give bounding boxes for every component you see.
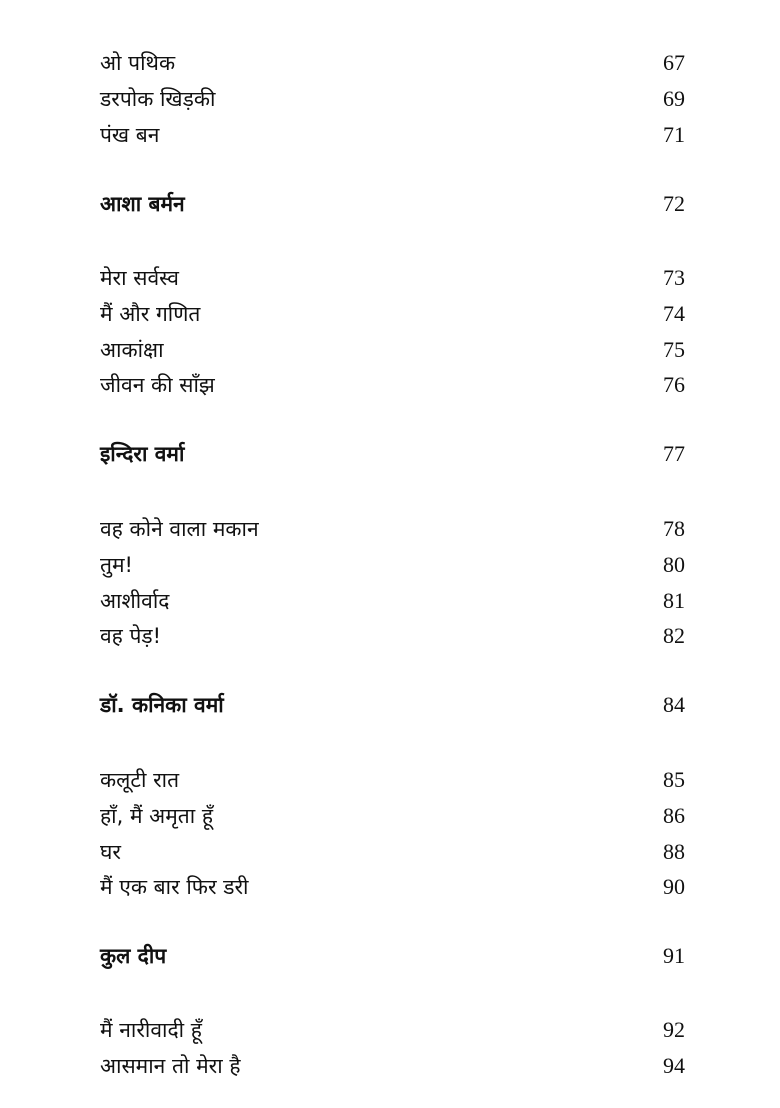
page-number: 88 [663, 839, 685, 864]
page-number: 91 [663, 943, 685, 968]
page-number: 86 [663, 803, 685, 828]
entry-title: जीवन की साँझ [100, 373, 215, 397]
page-number: 80 [663, 552, 685, 577]
entry-title: वह कोने वाला मकान [100, 517, 259, 541]
page-number: 76 [663, 372, 685, 397]
entry-title: मेरा सर्वस्व [100, 266, 179, 290]
page-number: 77 [663, 441, 685, 466]
toc-entry [100, 549, 685, 581]
toc-entry [100, 334, 685, 366]
page-number: 75 [663, 337, 685, 362]
page-number: 67 [663, 50, 685, 75]
entry-title: ओ पथिक [100, 51, 176, 75]
entry-title: मैं और गणित [100, 302, 201, 326]
entry-title: तुम! [100, 553, 133, 577]
toc-entry [100, 119, 685, 151]
toc-entry [100, 513, 685, 545]
toc-entry [100, 620, 685, 652]
toc-author-heading [100, 940, 685, 972]
toc-entry [100, 800, 685, 832]
entry-title: पंख बन [100, 123, 160, 147]
entry-title: इन्दिरा वर्मा [100, 442, 185, 466]
page-number: 78 [663, 516, 685, 541]
entry-title: वह पेड़! [100, 624, 162, 648]
entry-title: डरपोक खिड़की [100, 87, 216, 111]
entry-title: मैं नारीवादी हूँ [100, 1018, 202, 1042]
page-number: 92 [663, 1017, 685, 1042]
entry-title: घर [100, 840, 121, 864]
entry-title: आशा बर्मन [100, 192, 185, 216]
entry-title: डॉ. कनिका वर्मा [100, 693, 224, 717]
entry-title: कलूटी रात [100, 768, 180, 792]
toc-entry [100, 298, 685, 330]
toc-entry [100, 369, 685, 401]
entry-title: मैं एक बार फिर डरी [100, 875, 249, 899]
toc-entry [100, 262, 685, 294]
toc-entry [100, 836, 685, 868]
toc-entry [100, 47, 685, 79]
page-number: 85 [663, 767, 685, 792]
entry-title: आकांक्षा [100, 338, 164, 362]
page-number: 74 [663, 301, 685, 326]
page-number: 72 [663, 191, 685, 216]
toc-author-heading [100, 188, 685, 220]
toc-entry [100, 764, 685, 796]
toc-entry [100, 83, 685, 115]
page-number: 69 [663, 86, 685, 111]
toc-author-heading [100, 438, 685, 470]
toc-entry [100, 1014, 685, 1046]
page-number: 81 [663, 588, 685, 613]
toc-entry [100, 1050, 685, 1082]
page-number: 84 [663, 692, 685, 717]
page-number: 71 [663, 122, 685, 147]
page-number: 73 [663, 265, 685, 290]
toc-author-heading [100, 689, 685, 721]
entry-title: हाँ, मैं अमृता हूँ [100, 804, 214, 828]
entry-title: कुल दीप [100, 944, 167, 968]
page-number: 94 [663, 1053, 685, 1078]
page-number: 90 [663, 874, 685, 899]
entry-title: आसमान तो मेरा है [100, 1054, 241, 1078]
entry-title: आशीर्वाद [100, 589, 170, 613]
toc-entry [100, 585, 685, 617]
page-number: 82 [663, 623, 685, 648]
toc-entry [100, 871, 685, 903]
